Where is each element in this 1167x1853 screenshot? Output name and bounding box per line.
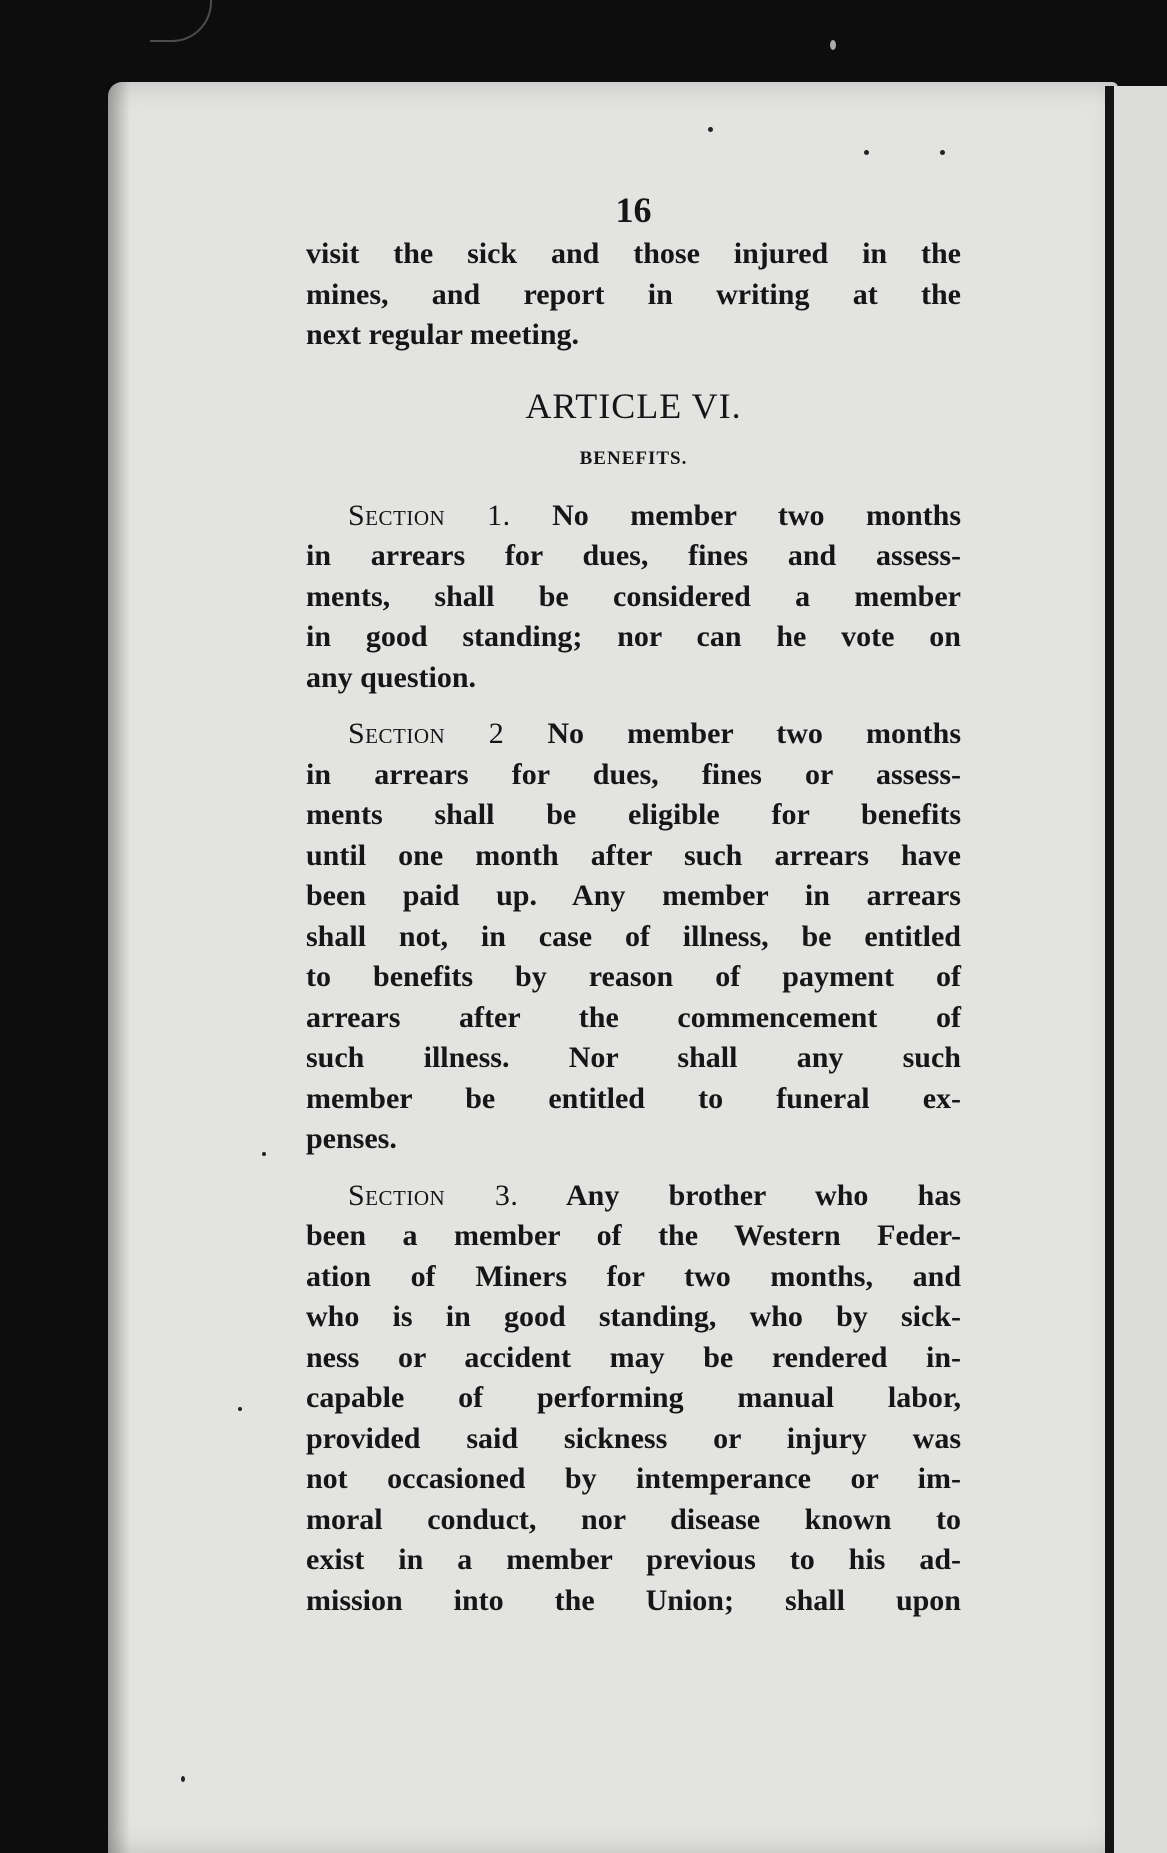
text-line: mission into the Union; shall upon xyxy=(306,1583,961,1617)
section-first-line-text: No member two months xyxy=(547,717,962,750)
text-line: visit the sick and those injured in the xyxy=(306,237,961,270)
text-line: in good standing; nor can he vote on xyxy=(306,620,961,653)
text-line: until one month after such arrears have xyxy=(306,838,961,872)
text-line: next regular meeting. xyxy=(306,318,580,351)
text-line: any question. xyxy=(306,660,477,694)
dust-speck xyxy=(708,127,713,132)
text-line: in arrears for dues, fines or assess- xyxy=(306,757,961,791)
page-edge-shadow xyxy=(108,82,130,1853)
facing-page-edge xyxy=(1114,86,1167,1853)
text-line: been paid up. Any member in arrears xyxy=(306,879,961,912)
text-line: ments shall be eligible for benefits xyxy=(306,798,961,831)
text-line: been a member of the Western Feder- xyxy=(306,1219,961,1252)
text-line: ness or accident may be rendered in- xyxy=(306,1340,961,1374)
text-line: in arrears for dues, fines and assess- xyxy=(306,539,961,572)
article-title: ARTICLE VI. xyxy=(525,385,742,426)
scan-scratch-mark xyxy=(150,0,212,42)
text-line: ments, shall be considered a member xyxy=(306,579,961,613)
section-label: Section 2 xyxy=(348,717,505,750)
article-subtitle: BENEFITS. xyxy=(579,447,688,469)
section-first-line xyxy=(306,496,961,537)
text-line: shall not, in case of illness, be entitled xyxy=(306,919,961,953)
text-line: ation of Miners for two months, and xyxy=(306,1259,961,1293)
text-line: who is in good standing, who by sick- xyxy=(306,1300,961,1333)
text-line: member be entitled to funeral ex- xyxy=(306,1081,961,1115)
text-line: moral conduct, nor disease known to xyxy=(306,1502,961,1536)
text-line: mines, and report in writing at the xyxy=(306,277,961,311)
section-3-paragraph xyxy=(306,1176,961,1622)
text-line: penses. xyxy=(306,1122,397,1155)
text-line: capable of performing manual labor, xyxy=(306,1381,961,1414)
text-line: to benefits by reason of payment of xyxy=(306,960,961,993)
section-2-paragraph xyxy=(306,714,961,1160)
text-line: provided said sickness or injury was xyxy=(306,1421,961,1455)
section-1-paragraph xyxy=(306,496,961,699)
book-spine-gutter xyxy=(1105,86,1114,1853)
dust-speck xyxy=(181,1776,185,1782)
section-first-line-text: Any brother who has xyxy=(566,1178,962,1212)
text-line: such illness. Nor shall any such xyxy=(306,1041,961,1074)
text-line: arrears after the commencement of xyxy=(306,1000,961,1034)
text-line: exist in a member previous to his ad- xyxy=(306,1543,961,1576)
dust-speck xyxy=(940,150,945,155)
page-number: 16 xyxy=(615,190,652,230)
section-label: Section 3. xyxy=(348,1178,519,1212)
dust-speck xyxy=(864,150,869,155)
page-text xyxy=(306,186,961,1637)
intro-paragraph xyxy=(306,234,961,356)
section-first-line xyxy=(306,714,961,755)
section-first-line xyxy=(306,1176,961,1217)
dust-speck xyxy=(238,1407,242,1411)
section-label: Section 1. xyxy=(348,498,511,532)
text-line: not occasioned by intemperance or im- xyxy=(306,1462,961,1495)
section-first-line-text: No member two months xyxy=(552,498,961,532)
dust-speck xyxy=(262,1152,266,1156)
dust-speck xyxy=(830,40,836,50)
